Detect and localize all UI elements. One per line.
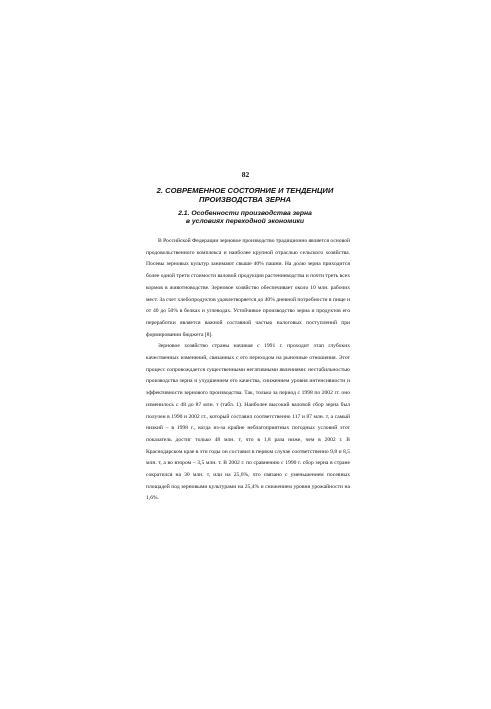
body-text <box>146 236 350 505</box>
section-title-line-1: 2.1. Особенности производства зерна <box>178 210 312 217</box>
chapter-title-line-2: ПРОИЗВОДСТВА ЗЕРНА <box>199 195 291 205</box>
chapter-title-line-1: 2. СОВРЕМЕННОЕ СОСТОЯНИЕ И ТЕНДЕНЦИИ <box>156 186 334 195</box>
section-title-line-2: в условиях переходной экономики <box>185 218 305 226</box>
paragraph-2: Зерновое хозяйство страны начиная с 1991 г. проходит этап глубоких качественных изменений, связанных с его переходом на рыночные отношения. Этот процесс сопровождается существенными негативными явлениями: нестабильностью производства зерна и ухудшением его качества, снижением уровня интенсивности и эффективности зернового производства. Так, только за период с 1998 по 2002 гг. оно изменилось с 48 до 87 млн. т (табл. 1). Наиболее высокий валовой сбор зерна был получен в 1990 и 2002 гг., который составил соответственно 117 и 87 млн. т, а самый низкий – в 1998 г., когда из-за крайне неблагоприятных погодных условий этот показатель достиг только 48 млн. т, что в 1,8 раза ниже, чем в 2002 г. В Краснодарском крае в эти годы он составил в первом случае соответственно 9,8 и 8,5 млн. т, а во втором – 3,5 млн. т. В 2002 г. по сравнению с 1990 г. сбор зерна в стране сократился на 30 млн. т, или на 25,6%, что связано с уменьшением посевных площадей под зерновыми культурами на 25,4% и снижением уровня урожайности на 1,6%. <box>146 343 350 502</box>
page-number: 82 <box>241 170 250 179</box>
paragraph-1: В Российской Федерации зерновое производство традиционно является основой продовольственного комплекса и наиболее крупной отраслью сельского хозяйства. Посевы зерновых культур занимают свыше 40% пашни. На долю зерна приходится более одной трети стоимости валовой продукции растениеводства и почти треть всех кормов в животноводстве. Зерновое хозяйство обеспечивает около 10 млн. рабочих мест. За счет хлебопродуктов удовлетворяется до 40% дневной потребности в пище и от 40 до 50% в белках и углеводах. Устойчивое производство зерна и продуктов его переработки является важной составной частью налоговых поступлений при формировании бюджета [8]. <box>146 238 350 338</box>
section-title <box>150 210 340 227</box>
chapter-title <box>130 186 360 204</box>
